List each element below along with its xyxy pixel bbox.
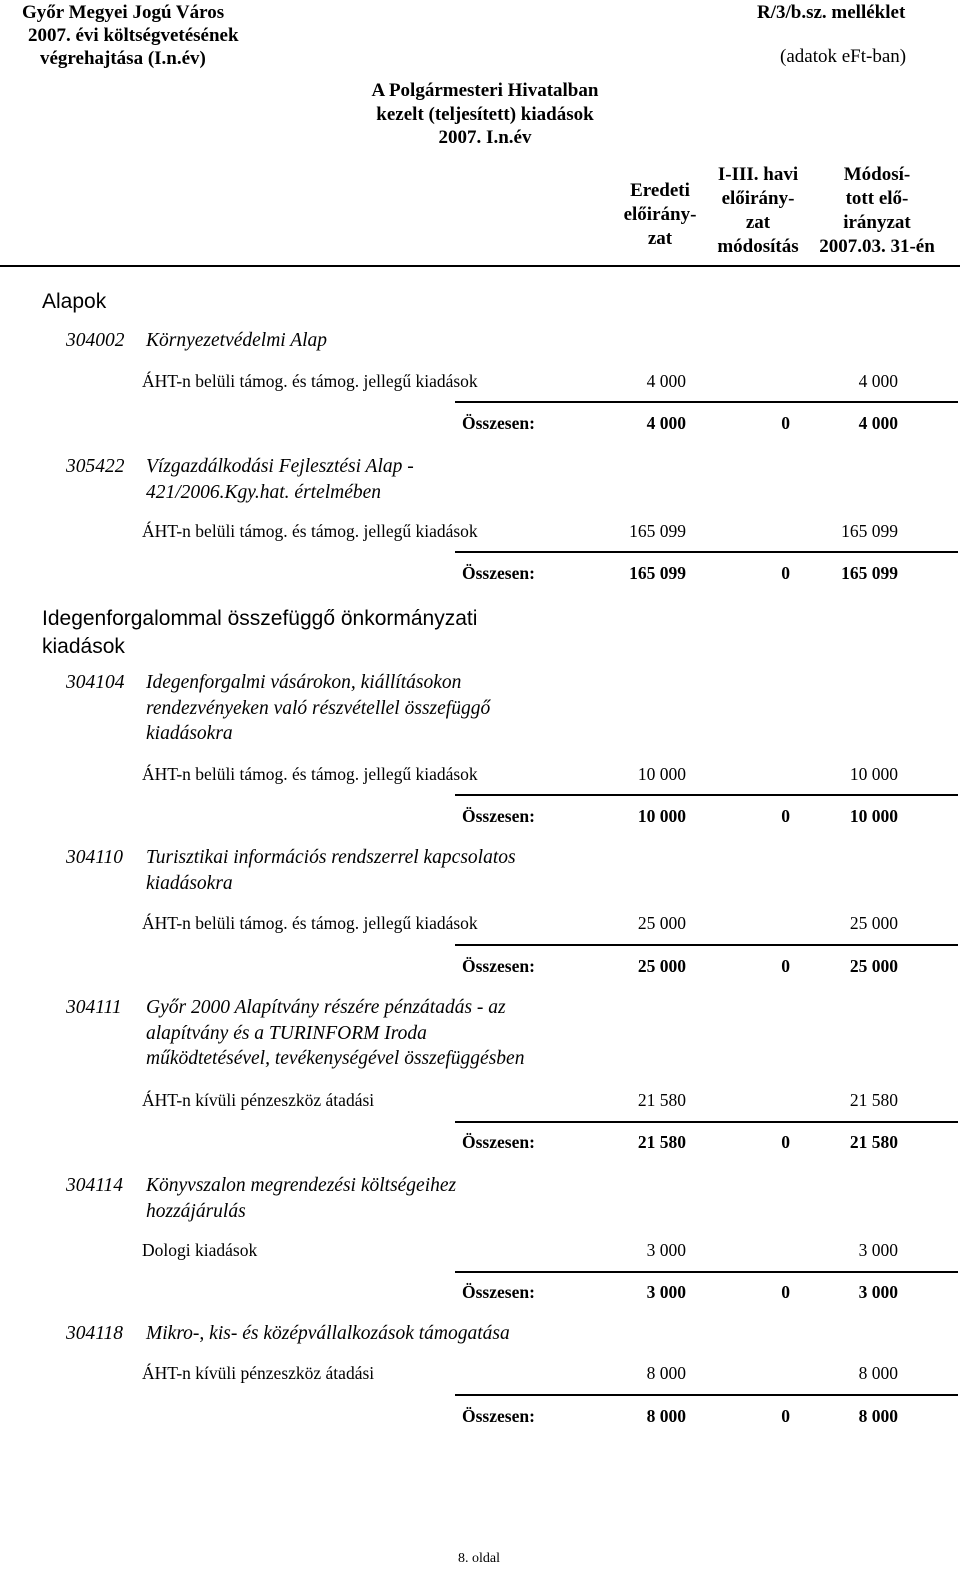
row-label: Dologi kiadások [142,1240,258,1260]
total-rule [455,1121,958,1123]
item-title-line: Vízgazdálkodási Fejlesztési Alap - [146,456,414,477]
item-code: 305422 [66,456,125,477]
row-label: ÁHT-n kívüli pénzeszköz átadási [142,1363,375,1383]
item-title-line: kiadásokra [146,872,233,894]
row-original-value: 10 000 [637,764,686,784]
total-original-value: 165 099 [629,563,686,583]
annex-label: R/3/b.sz. melléklet [757,2,906,23]
period-title: végrehajtása (I.n.év) [40,48,206,69]
total-label: Összesen: [462,1406,535,1426]
total-label: Összesen: [462,563,535,583]
col-modified-4: 2007.03. 31-én [819,236,935,257]
total-modification-value: 0 [781,563,790,583]
row-label: ÁHT-n belüli támog. és támog. jellegű kiadások [142,764,478,784]
item-title-line: Környezetvédelmi Alap [146,330,328,351]
item-code: 304104 [66,672,125,693]
item-title-line: hozzájárulás [146,1200,246,1222]
total-modified-value: 4 000 [858,413,898,433]
total-modification-value: 0 [781,1132,790,1152]
section-idegenforgalom-2: kiadások [42,635,125,658]
item-code: 304111 [66,997,122,1018]
col-modification-2: előirány- [721,188,795,209]
total-modification-value: 0 [781,413,790,433]
total-original-value: 8 000 [646,1406,686,1426]
report-title-2: kezelt (teljesített) kiadások [376,104,594,125]
total-rule [455,794,958,796]
report-title-3: 2007. I.n.év [438,127,532,148]
section-alapok: Alapok [42,290,107,313]
row-modified-value: 165 099 [841,521,898,541]
total-label: Összesen: [462,1132,535,1152]
col-modified-2: tott elő- [845,188,909,209]
row-modified-value: 21 580 [849,1090,898,1110]
item-code: 304110 [66,847,124,868]
row-modified-value: 4 000 [858,371,898,391]
row-label: ÁHT-n belüli támog. és támog. jellegű kiadások [142,913,478,933]
row-original-value: 165 099 [629,521,686,541]
header-rule [0,265,960,267]
total-modification-value: 0 [781,1406,790,1426]
total-modified-value: 165 099 [841,563,898,583]
item-title-line: rendezvényeken való részvétellel összefüggő [146,697,491,719]
item-title-line: működtetésével, tevékenységével összefüggésben [146,1048,525,1069]
row-label: ÁHT-n kívüli pénzeszköz átadási [142,1090,375,1110]
total-modified-value: 8 000 [858,1406,898,1426]
total-modified-value: 25 000 [849,956,898,976]
row-original-value: 25 000 [637,913,686,933]
total-label: Összesen: [462,1282,535,1302]
total-original-value: 4 000 [646,413,686,433]
total-modified-value: 10 000 [849,806,898,826]
row-modified-value: 25 000 [849,913,898,933]
col-original-3: zat [647,228,673,249]
total-original-value: 21 580 [637,1132,686,1152]
item-title-line: Győr 2000 Alapítvány részére pénzátadás - az [146,997,506,1018]
page-number: 8. oldal [458,1551,500,1566]
col-modified-1: Módosí- [843,164,911,185]
total-rule [455,401,958,403]
row-modified-value: 10 000 [849,764,898,784]
total-modification-value: 0 [781,1282,790,1302]
row-original-value: 21 580 [637,1090,686,1110]
col-modified-3: irányzat [843,212,911,233]
total-rule [455,1394,958,1396]
row-original-value: 8 000 [646,1363,686,1383]
item-title-line: 421/2006.Kgy.hat. értelmében [146,481,382,503]
item-title-line: alapítvány és a TURINFORM Iroda [146,1022,427,1044]
total-rule [455,551,958,553]
item-code: 304118 [66,1323,124,1344]
total-label: Összesen: [462,413,535,433]
total-rule [455,944,958,946]
total-original-value: 10 000 [637,806,686,826]
unit-label: (adatok eFt-ban) [780,46,907,67]
item-title-line: Idegenforgalmi vásárokon, kiállításokon [146,672,462,693]
total-modification-value: 0 [781,956,790,976]
total-label: Összesen: [462,956,535,976]
total-rule [455,1271,958,1273]
row-label: ÁHT-n belüli támog. és támog. jellegű kiadások [142,521,478,541]
total-modified-value: 21 580 [849,1132,898,1152]
city-name: Győr Megyei Jogú Város [22,2,225,23]
col-modification-4: módosítás [717,236,799,257]
total-label: Összesen: [462,806,535,826]
total-original-value: 3 000 [646,1282,686,1302]
item-code: 304114 [66,1175,124,1196]
col-modification-1: I-III. havi [717,164,799,185]
total-original-value: 25 000 [637,956,686,976]
item-title-line: kiadásokra [146,723,233,744]
budget-title: 2007. évi költségvetésének [28,25,239,46]
row-label: ÁHT-n belüli támog. és támog. jellegű kiadások [142,371,478,391]
item-code: 304002 [66,330,125,351]
item-title-line: Könyvszalon megrendezési költségeihez [146,1175,457,1196]
row-modified-value: 8 000 [858,1363,898,1383]
section-idegenforgalom-1: Idegenforgalommal összefüggő önkormányzati [42,607,478,630]
total-modification-value: 0 [781,806,790,826]
row-original-value: 4 000 [646,371,686,391]
total-modified-value: 3 000 [858,1282,898,1302]
report-title-1: A Polgármesteri Hivatalban [371,80,599,101]
item-title-line: Turisztikai információs rendszerrel kapcsolatos [146,847,516,868]
row-modified-value: 3 000 [858,1240,898,1260]
item-title-line: Mikro-, kis- és középvállalkozások támogatása [146,1323,510,1344]
col-original-1: Eredeti [630,180,690,201]
col-original-2: előirány- [623,204,697,225]
row-original-value: 3 000 [646,1240,686,1260]
col-modification-3: zat [745,212,771,233]
